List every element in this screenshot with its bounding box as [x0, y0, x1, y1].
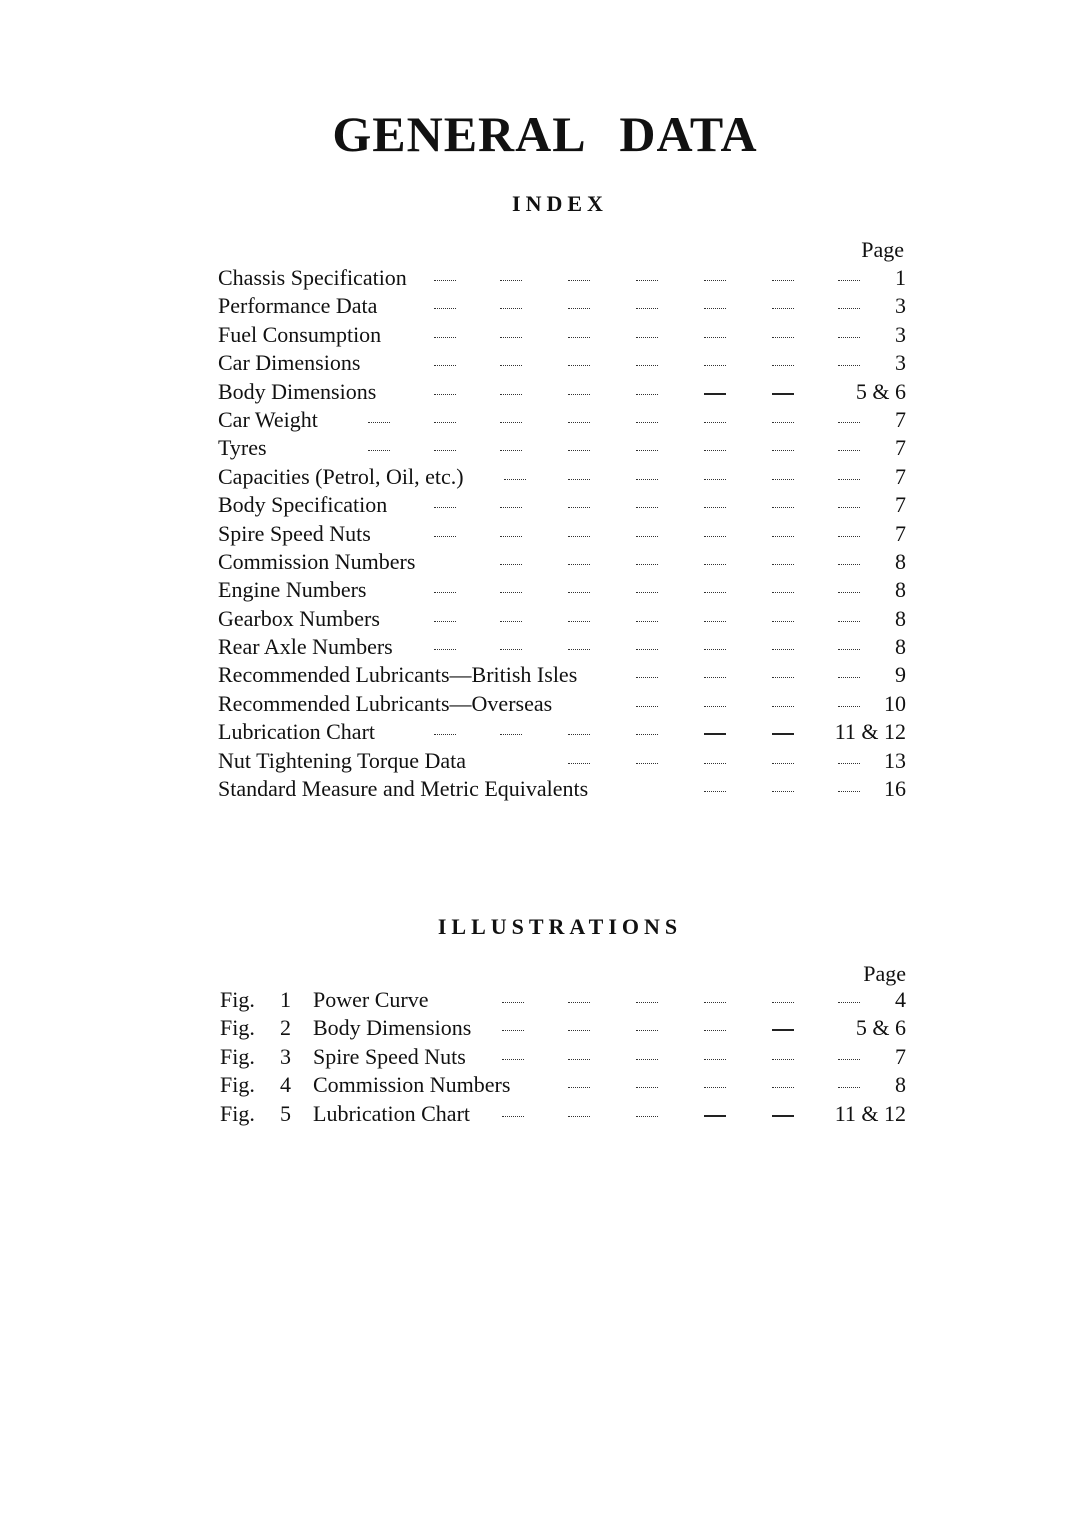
- figure-label: Commission Numbers: [313, 1072, 511, 1098]
- dot-leaders: [218, 605, 858, 633]
- dot-leaders: [218, 986, 858, 1014]
- figure-number: 2: [280, 1015, 291, 1041]
- figure-prefix: Fig.: [220, 1100, 255, 1126]
- illustrations-heading: ILLUSTRATIONS: [437, 914, 683, 939]
- index-entry-page: 3: [895, 350, 906, 376]
- index-entry-label: Commission Numbers: [218, 548, 416, 574]
- index-entry: [218, 292, 908, 320]
- figure-prefix: Fig.: [220, 987, 255, 1012]
- index-list: [218, 264, 908, 803]
- index-entry-page: 7: [895, 463, 906, 489]
- dot-leaders: [218, 292, 858, 320]
- index-entry-label: Spire Speed Nuts: [218, 520, 371, 546]
- index-entry-page: 13: [884, 747, 906, 773]
- figure-label: Body Dimensions: [313, 1015, 472, 1041]
- dot-leaders: [218, 434, 858, 462]
- index-entry: [218, 434, 908, 462]
- index-page-column-label: Page: [861, 237, 904, 262]
- index-entry-page: 8: [895, 605, 906, 631]
- dot-leaders: [218, 775, 858, 803]
- figure-prefix: Fig.: [220, 1072, 255, 1098]
- figure-prefix: Fig.: [220, 1015, 255, 1041]
- index-entry-page: 16: [884, 776, 906, 802]
- figure-page: 11 & 12: [834, 1100, 906, 1126]
- figure-number: 5: [280, 1100, 291, 1126]
- index-entry: [218, 633, 908, 661]
- dot-leaders: [218, 690, 858, 718]
- index-entry-page: 11 & 12: [834, 719, 906, 745]
- index-entry-label: Rear Axle Numbers: [218, 634, 393, 660]
- dot-leaders: [218, 661, 858, 689]
- index-entry: [218, 264, 908, 292]
- index-entry-page: 5 & 6: [855, 378, 906, 404]
- index-entry: [218, 548, 908, 576]
- index-entry-page: 7: [895, 492, 906, 518]
- index-entry-label: Car Weight: [218, 406, 318, 432]
- figure-page: 8: [895, 1072, 906, 1098]
- illustrations-list: [218, 986, 908, 1128]
- index-entry-page: 7: [895, 435, 906, 461]
- index-entry: [218, 349, 908, 377]
- index-entry: [218, 747, 908, 775]
- index-entry-page: 7: [895, 520, 906, 546]
- dot-leaders: [218, 747, 858, 775]
- dot-leaders: [218, 1043, 858, 1071]
- dot-leaders: [218, 576, 858, 604]
- figure-number: 4: [280, 1072, 291, 1098]
- dot-leaders: [218, 718, 858, 746]
- index-entry-label: Standard Measure and Metric Equivalents: [218, 776, 589, 802]
- index-entry-label: Lubrication Chart: [218, 719, 376, 745]
- index-entry: [218, 520, 908, 548]
- index-entry-page: 8: [895, 634, 906, 660]
- index-entry-page: 7: [895, 406, 906, 432]
- index-entry-label: Nut Tightening Torque Data: [218, 747, 466, 773]
- dot-leaders: [218, 406, 858, 434]
- figure-page: 7: [895, 1043, 906, 1069]
- index-entry: [218, 690, 908, 718]
- index-entry-label: Fuel Consumption: [218, 321, 382, 347]
- dot-leaders: [218, 633, 858, 661]
- illustration-entry: [218, 986, 908, 1014]
- illustration-entry: [218, 1014, 908, 1042]
- index-entry: [218, 463, 908, 491]
- dot-leaders: [218, 321, 858, 349]
- index-entry: [218, 378, 908, 406]
- index-entry-page: 10: [884, 690, 906, 716]
- dot-leaders: [218, 264, 858, 292]
- illustration-entry: [218, 1043, 908, 1071]
- index-heading: INDEX: [512, 191, 608, 216]
- dot-leaders: [218, 1071, 858, 1099]
- index-entry-page: 3: [895, 293, 906, 319]
- index-entry-label: Car Dimensions: [218, 350, 361, 376]
- page-title: GENERAL DATA: [332, 106, 758, 162]
- index-entry: [218, 718, 908, 746]
- index-entry-label: Recommended Lubricants—British Isles: [218, 662, 578, 688]
- index-entry-label: Performance Data: [218, 293, 378, 319]
- index-entry: [218, 576, 908, 604]
- figure-prefix: Fig.: [220, 1043, 255, 1069]
- index-entry-label: Capacities (Petrol, Oil, etc.): [218, 463, 464, 489]
- index-entry-label: Body Dimensions: [218, 378, 377, 404]
- index-entry-page: 3: [895, 321, 906, 347]
- dot-leaders: [218, 1100, 858, 1128]
- figure-number: 1: [280, 987, 291, 1012]
- figure-page: 4: [895, 987, 906, 1012]
- index-entry-page: 8: [895, 577, 906, 603]
- figure-label: Power Curve: [313, 987, 429, 1012]
- index-entry: [218, 406, 908, 434]
- figure-label: Spire Speed Nuts: [313, 1043, 466, 1069]
- illustration-entry: [218, 1071, 908, 1099]
- index-entry-label: Gearbox Numbers: [218, 605, 380, 631]
- index-entry: [218, 661, 908, 689]
- figure-label: Lubrication Chart: [313, 1100, 471, 1126]
- index-entry-label: Body Specification: [218, 492, 388, 518]
- index-entry-page: 8: [895, 548, 906, 574]
- index-entry-label: Tyres: [218, 435, 267, 461]
- dot-leaders: [218, 1014, 858, 1042]
- illustrations-page-column-label: Page: [863, 961, 906, 986]
- dot-leaders: [218, 548, 858, 576]
- index-entry: [218, 491, 908, 519]
- index-entry-label: Recommended Lubricants—Overseas: [218, 690, 553, 716]
- index-entry: [218, 321, 908, 349]
- dot-leaders: [218, 463, 858, 491]
- figure-page: 5 & 6: [855, 1015, 906, 1041]
- index-entry-page: 9: [895, 662, 906, 688]
- illustration-entry: [218, 1100, 908, 1128]
- dot-leaders: [218, 378, 858, 406]
- index-entry: [218, 775, 908, 803]
- index-entry: [218, 605, 908, 633]
- index-entry-label: Engine Numbers: [218, 577, 367, 603]
- index-entry-label: Chassis Specification: [218, 265, 407, 290]
- index-entry-page: 1: [895, 265, 906, 290]
- dot-leaders: [218, 349, 858, 377]
- figure-number: 3: [280, 1043, 291, 1069]
- dot-leaders: [218, 520, 858, 548]
- dot-leaders: [218, 491, 858, 519]
